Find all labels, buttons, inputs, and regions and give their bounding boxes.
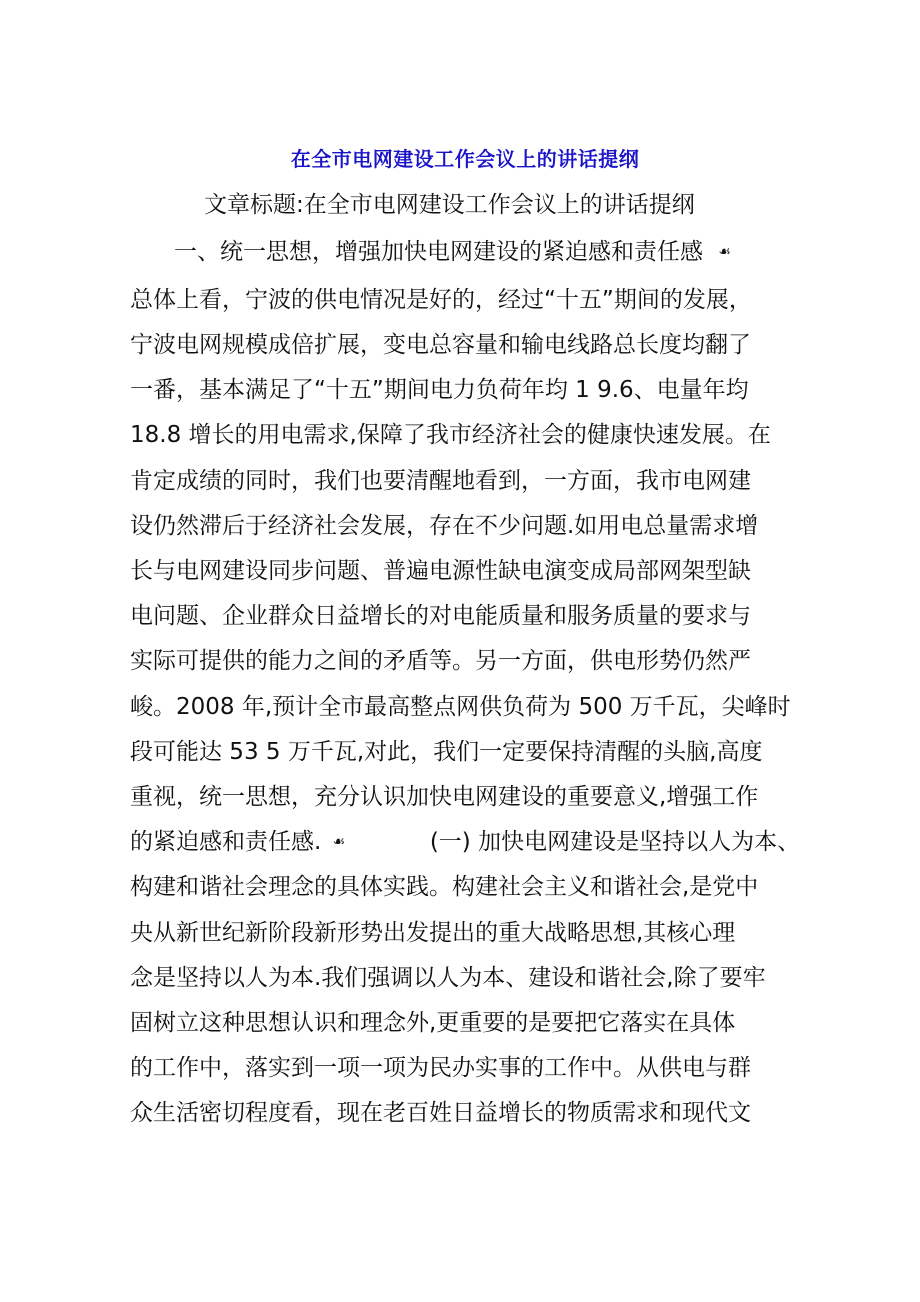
- body-line: 设仍然滞后于经济社会发展，存在不少问题.如用电总量需求增: [130, 513, 759, 539]
- body-line: 重视，统一思想，充分认识加快电网建设的重要意义,增强工作: [130, 784, 759, 810]
- body-line: 宁波电网规模成倍扩展，变电总容量和输电线路总长度均翻了: [130, 332, 751, 358]
- body-line: [174, 237, 731, 267]
- body-line: 峻。2008 年,预计全市最高整点网供负荷为 500 万千瓦，尖峰时: [130, 694, 791, 720]
- body-line: 肯定成绩的同时，我们也要清醒地看到，一方面，我市电网建: [130, 468, 751, 494]
- subsection-heading: (一) 加快电网建设是坚持以人为本、: [429, 829, 801, 855]
- paragraph-mark-icon: ☙: [332, 834, 346, 850]
- body-line: 央从新世纪新阶段新形势出发提出的重大战略思想,其核心理: [130, 920, 736, 946]
- body-line: 长与电网建设同步问题、普遍电源性缺电演变成局部网架型缺: [130, 558, 751, 584]
- body-line: 实际可提供的能力之间的矛盾等。另一方面，供电形势仍然严: [130, 648, 751, 674]
- body-line: [130, 827, 800, 857]
- body-line: 总体上看，宁波的供电情况是好的，经过“十五”期间的发展，: [130, 287, 752, 313]
- body-line: 众生活密切程度看，现在老百姓日益增长的物质需求和现代文: [130, 1100, 751, 1126]
- body-text: 的紧迫感和责任感.: [130, 829, 322, 855]
- document-title: 在全市电网建设工作会议上的讲话提纲: [290, 147, 640, 171]
- body-line: 固树立这种思想认识和理念外,更重要的是要把它落实在具体: [130, 1010, 736, 1036]
- body-line: 段可能达 53 5 万千瓦,对此，我们一定要保持清醒的头脑,高度: [130, 739, 763, 765]
- body-line: 构建和谐社会理念的具体实践。构建社会主义和谐社会,是党中: [130, 874, 759, 900]
- article-subtitle: 文章标题:在全市电网建设工作会议上的讲话提纲: [204, 192, 695, 218]
- body-line: 念是坚持以人为本.我们强调以人为本、建设和谐社会,除了要牢: [130, 965, 766, 991]
- paragraph-mark-icon: ☙: [718, 244, 731, 260]
- body-line: 一番，基本满足了“十五”期间电力负荷年均 1 9.6、电量年均: [130, 377, 749, 403]
- body-line: 的工作中，落实到一项一项为民办实事的工作中。从供电与群: [130, 1055, 751, 1081]
- section-heading: 一、统一思想，增强加快电网建设的紧迫感和责任感: [174, 239, 703, 265]
- body-line: 18.8 增长的用电需求,保障了我市经济社会的健康快速发展。在: [130, 422, 771, 448]
- body-line: 电问题、企业群众日益增长的对电能质量和服务质量的要求与: [130, 603, 751, 629]
